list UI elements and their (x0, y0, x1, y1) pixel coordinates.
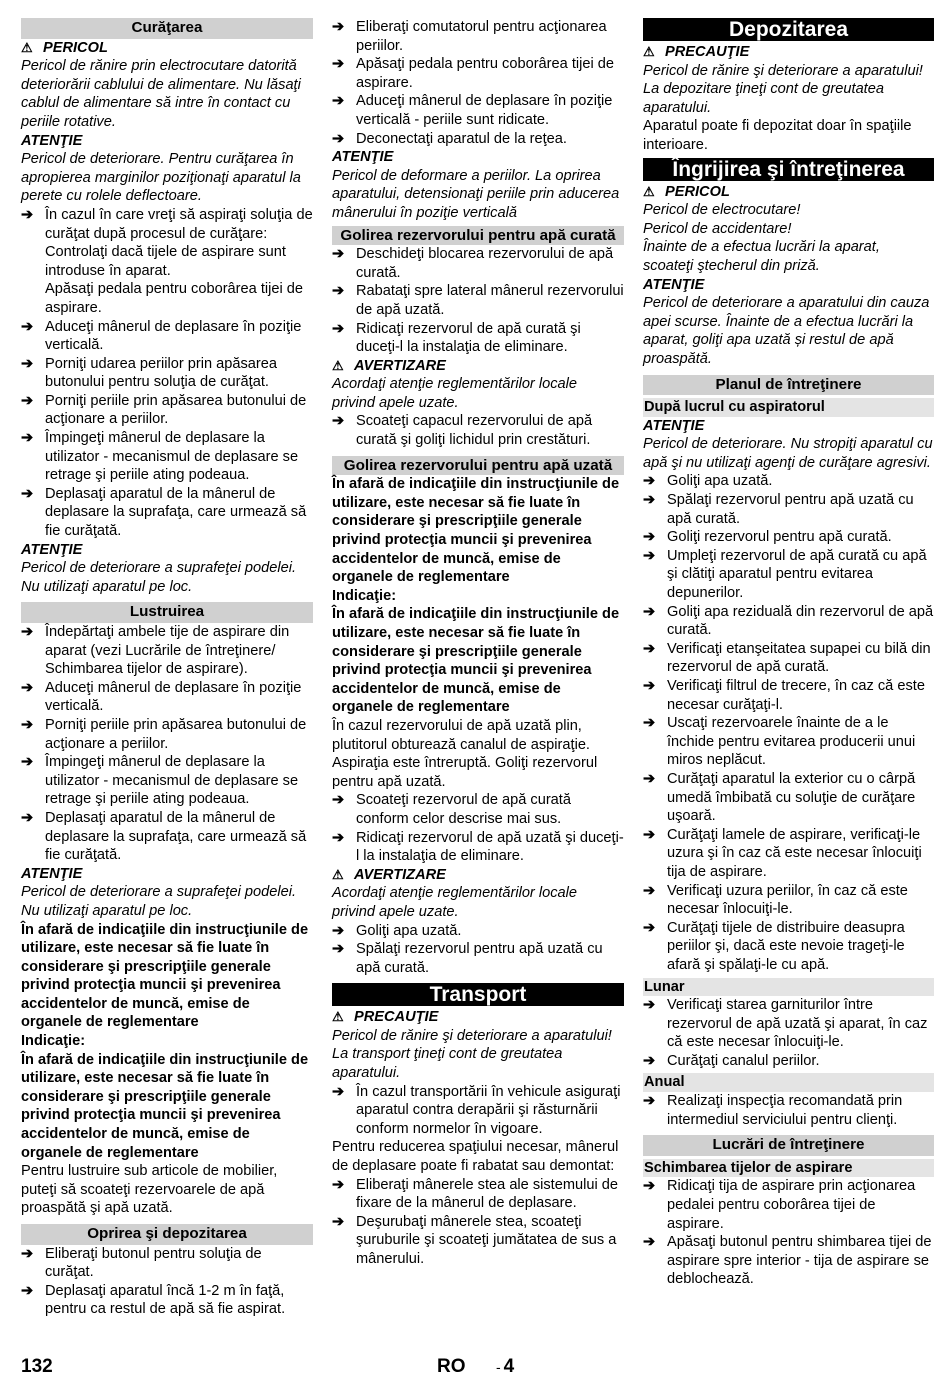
arrow-icon: ➔ (643, 997, 656, 1014)
list-item-text: Porniţi periile prin apăsarea butonului de acţionare a periilor. (45, 716, 307, 752)
arrow-icon: ➔ (643, 1093, 656, 1110)
warning-text: Pericol de electrocutare! (643, 202, 801, 219)
list-item (643, 677, 934, 714)
list-item (21, 355, 313, 392)
list-item (21, 679, 313, 716)
arrow-icon: ➔ (332, 941, 345, 958)
list-item (643, 640, 934, 677)
warning-label: AVERTIZARE (354, 357, 446, 374)
warning-label: AVERTIZARE (354, 866, 446, 883)
list-item-text: Realizaţi inspecţia recomandată prin intermediul serviciului pentru clienţi. (667, 1093, 903, 1128)
note-label: Indicaţie: (21, 1033, 86, 1050)
arrow-icon: ➔ (21, 716, 34, 733)
section-heading-lustruirea: Lustruirea (21, 602, 313, 623)
list-item (21, 716, 313, 753)
list-item-text: Goliţi apa uzată. (356, 922, 462, 939)
list-item-text: Deşurubaţi mânerele stea, scoateţi şuruburile şi scoateţi jumătatea de sus a mânerului. (356, 1213, 617, 1267)
list-item-text: Deplasaţi aparatul încă 1-2 m în faţă, pentru ca restul de apă să fie aspirat. (45, 1282, 286, 1318)
list-item-text: Apăsaţi pedala pentru coborârea tijei de aspirare. (356, 56, 614, 91)
arrow-icon: ➔ (332, 320, 345, 337)
list-item-text: Spălaţi rezervorul pentru apă uzată cu apă curată. (356, 941, 603, 976)
arrow-icon: ➔ (643, 603, 656, 620)
column-3 (643, 18, 934, 1289)
list-item (332, 1213, 624, 1269)
list-item-text: Îndepărtaţi ambele tije de aspirare din aparat (vezi Lucrările de întreţinere/ Schimbarea tijelor de aspirare). (45, 624, 290, 678)
list-item-text: Curăţaţi aparatul la exterior cu o cârpă umedă îmbibată cu soluţie de curăţare uşoară. (667, 770, 916, 825)
attention-label: ATENŢIE (21, 541, 83, 558)
arrow-icon: ➔ (643, 715, 656, 732)
list-item-text: Ridicaţi tija de aspirare prin acţionarea pedalei pentru coborârea tijei de aspirare. (667, 1178, 916, 1232)
section-heading-lucrari: Lucrări de întreţinere (643, 1135, 934, 1156)
list-item-text: Deplasaţi aparatul de la mânerul de deplasare la suprafaţa, care urmează să fie curăţată. (45, 809, 307, 864)
list-item-text: Împingeţi mânerul de deplasare la utilizator - mecanismul de deplasare se retrage şi periile ating podeaua. (45, 754, 299, 808)
list-item (332, 412, 624, 449)
subheading-lunar: Lunar (643, 978, 934, 997)
list-item-text: Goliţi apa uzată. (667, 473, 773, 490)
list-item (21, 485, 313, 541)
arrow-icon: ➔ (332, 1213, 345, 1230)
list-item-text: Uscaţi rezervoarele înainte de a le închide pentru evitarea producerii unui miros neplăcut. (667, 715, 916, 769)
arrow-icon: ➔ (332, 283, 345, 300)
attention-label: ATENŢIE (643, 417, 705, 434)
safety-note: În afară de indicaţiile din instrucţiunile de utilizare, este necesar să fie luate în considerare şi prescripţiile generale privind protecţia muncii şi prevenirea accidentelor de muncă, emise de organele de reglementare (21, 921, 309, 1031)
list-item-text: Apăsaţi butonul pentru shimbarea tijei de aspirare spre interior - tija de aspirare se deblochează. (667, 1234, 932, 1288)
list-item-text: Curăţaţi tijele de distribuire deasupra periilor şi, dacă este nevoie trageţi-le afară şi spălaţi-le cu apă. (667, 919, 905, 973)
list-item-text: Curăţaţi canalul periilor. (667, 1052, 820, 1069)
list-item-continuation: Apăsaţi pedala pentru coborârea tijei de aspirare. (45, 281, 303, 316)
subheading-schimbarea-tijelor: Schimbarea tijelor de aspirare (643, 1159, 934, 1178)
arrow-icon: ➔ (643, 547, 656, 564)
body-text: Pentru reducerea spaţiului necesar, mânerul de deplasare poate fi rabatat sau demontat: (332, 1139, 619, 1175)
arrow-icon: ➔ (332, 922, 345, 939)
arrow-icon: ➔ (21, 1245, 34, 1262)
attention-text: Pericol de deteriorare a suprafeţei podelei. Nu utilizaţi aparatul pe loc. (21, 560, 297, 595)
list-item (21, 1282, 313, 1319)
arrow-icon: ➔ (21, 485, 34, 502)
arrow-icon: ➔ (332, 56, 345, 73)
list-item (332, 922, 624, 941)
list-item (332, 130, 624, 149)
list-item (332, 55, 624, 92)
list-item-text: Spălaţi rezervorul pentru apă uzată cu apă curată. (667, 492, 914, 527)
warning-triangle-icon: ⚠ (332, 866, 344, 882)
list-item (21, 809, 313, 865)
arrow-icon: ➔ (332, 413, 345, 430)
arrow-icon: ➔ (643, 1234, 656, 1251)
list-item (332, 1176, 624, 1213)
arrow-icon: ➔ (21, 392, 34, 409)
list-item (643, 882, 934, 919)
list-item (643, 826, 934, 882)
list-item (21, 318, 313, 355)
list-item-text: Ridicaţi rezervorul de apă uzată şi duceţi-l la instalaţia de eliminare. (356, 829, 624, 865)
list-item (21, 753, 313, 809)
warning-text: Pericol de rănire prin electrocutare datorită deteriorării cablului de alimentare. Nu lăsaţi cablul de alimentare să intre în contact cu periile rotative. (21, 58, 301, 130)
page-number: 132 (21, 1356, 53, 1377)
list-item (21, 1245, 313, 1282)
list-item-text: Aduceţi mânerul de deplasare în poziţie verticală. (45, 318, 302, 354)
caution-notice (643, 43, 934, 62)
safety-note: În afară de indicaţiile din instrucţiunile de utilizare, este necesar să fie luate în considerare şi prescripţiile generale privind protecţia muncii şi prevenirea accidentelor de muncă, emise de organele de reglementare (332, 476, 620, 586)
list-item-text: Goliţi apa reziduală din rezervorul de apă curată. (667, 603, 934, 639)
arrow-icon: ➔ (21, 318, 34, 335)
danger-notice (21, 39, 313, 58)
list-item-text: Deplasaţi aparatul de la mânerul de deplasare la suprafaţa, care urmează să fie curăţată. (45, 485, 307, 540)
attention-text: Pericol de deteriorare a aparatului din cauza apei scurse. Înainte de a efectua lucrări la aparat, goliţi apa uzată și restul de apă proaspătă. (643, 295, 930, 367)
list-item-text: Eliberaţi mânerele stea ale sistemului de fixare de la mânerul de deplasare. (356, 1176, 619, 1212)
list-item (332, 282, 624, 319)
list-item-text: Împingeţi mânerul de deplasare la utilizator - mecanismul de deplasare se retrage şi periile ating podeaua. (45, 430, 299, 484)
arrow-icon: ➔ (643, 529, 656, 546)
list-item (21, 429, 313, 485)
arrow-icon: ➔ (332, 792, 345, 809)
safety-note: În afară de indicaţiile din instrucţiunile de utilizare, este necesar să fie luate în considerare şi prescripţiile generale privind protecţia muncii şi prevenirea accidentelor de muncă, emise de organele de reglementare (21, 1051, 309, 1161)
arrow-icon: ➔ (332, 246, 345, 263)
list-item (332, 829, 624, 866)
list-item-text: Aduceţi mânerul de deplasare în poziţie verticală. (45, 679, 302, 715)
list-item-text: Verificaţi etanşeitatea supapei cu bilă din rezervorul de apă curată. (667, 640, 931, 676)
subheading-anual: Anual (643, 1073, 934, 1092)
arrow-icon: ➔ (332, 1176, 345, 1193)
caution-notice (332, 1008, 624, 1027)
list-item (21, 392, 313, 429)
warning-triangle-icon: ⚠ (21, 39, 33, 55)
arrow-icon: ➔ (21, 679, 34, 696)
dash-separator: - (496, 1359, 501, 1375)
list-item (332, 940, 624, 977)
body-text: Pentru lustruire sub articole de mobilier, puteţi să scoateţi rezervoarele de apă proaspătă şi apă uzată. (21, 1163, 278, 1217)
list-item (643, 1092, 934, 1129)
section-heading-golire-curata: Golirea rezervorului pentru apă curată (332, 226, 624, 246)
attention-text: Pericol de deformare a periilor. La oprirea aparatului, detensionaţi periile prin aducerea mânerului în poziţie verticală (332, 167, 620, 221)
list-item (643, 1177, 934, 1233)
list-item-text: În cazul transportării în vehicule asiguraţi aparatul contra derapării şi răsturnării conform normelor în vigoare. (356, 1083, 621, 1137)
list-item-text: Eliberaţi butonul pentru soluţia de curăţat. (45, 1245, 262, 1281)
section-heading-ingrijirea: Îngrijirea şi întreţinerea (643, 158, 934, 181)
attention-text: Pericol de deteriorare a suprafeţei podelei. Nu utilizaţi aparatul pe loc. (21, 884, 297, 919)
list-item (643, 1052, 934, 1071)
warning-text: Pericol de rănire şi deteriorare a aparatului! La transport ţineţi cont de greutatea aparatului. (332, 1027, 612, 1082)
arrow-icon: ➔ (21, 809, 34, 826)
warning-notice (332, 357, 624, 376)
section-heading-depozitarea: Depozitarea (643, 18, 934, 41)
note-label: Indicaţie: (332, 587, 397, 604)
safety-note: În afară de indicaţiile din instrucţiunile de utilizare, este necesar să fie luate în considerare şi prescripţiile generale privind protecţia muncii şi prevenirea accidentelor de muncă, emise de organele de reglementare (332, 606, 620, 716)
section-heading-transport: Transport (332, 983, 624, 1006)
attention-label: ATENŢIE (332, 149, 394, 166)
arrow-icon: ➔ (643, 473, 656, 490)
list-item-text: Verificaţi starea garniturilor între rezervorul de apă uzată şi aparat, în caz că este necesar înlocuiţi-le. (667, 997, 928, 1051)
arrow-icon: ➔ (643, 882, 656, 899)
list-item (332, 245, 624, 282)
list-item-text: Curăţaţi lamele de aspirare, verificaţi-le uzura şi în caz că este necesar înlocuiţi tija de aspirare. (667, 826, 922, 880)
list-item (332, 320, 624, 357)
warning-triangle-icon: ⚠ (643, 183, 655, 199)
warning-text: Pericol de rănire şi deteriorare a aparatului! La depozitare ţineţi cont de greutatea aparatului. (643, 62, 923, 116)
list-item-text: Ridicaţi rezervorul de apă curată şi duceţi-l la instalaţia de eliminare. (356, 320, 581, 356)
list-item (643, 770, 934, 826)
section-heading-curatarea: Curăţarea (21, 18, 313, 39)
list-item (332, 1083, 624, 1139)
warning-triangle-icon: ⚠ (643, 44, 655, 59)
attention-label: ATENŢIE (643, 276, 705, 293)
sub-page-number (496, 1356, 514, 1378)
list-item-text: Umpleţi rezervorul de apă curată cu apă şi clătiţi aparatul pentru evitarea depunerilor. (667, 547, 927, 602)
language-code: RO (437, 1356, 466, 1377)
attention-text: Pericol de deteriorare. Pentru curăţarea în apropierea marginilor poziţionaţi aparatul la perete cu rolele deflectoare. (21, 151, 301, 205)
subheading-dupa-lucru: După lucrul cu aspiratorul (643, 398, 934, 417)
section-heading-golire-uzata: Golirea rezervorului pentru apă uzată (332, 456, 624, 476)
arrow-icon: ➔ (643, 678, 656, 694)
column-1 (21, 18, 313, 1319)
arrow-icon: ➔ (643, 1052, 656, 1069)
list-item-text: Verificaţi uzura periilor, în caz că este necesar înlocuiţi-le. (667, 882, 908, 918)
arrow-icon: ➔ (332, 829, 345, 846)
arrow-icon: ➔ (332, 130, 345, 147)
arrow-icon: ➔ (21, 1282, 34, 1299)
list-item (643, 1233, 934, 1289)
list-item-text: Porniţi udarea periilor prin apăsarea butonului pentru soluţia de curăţat. (45, 355, 278, 391)
list-item-text: Deconectaţi aparatul de la reţea. (356, 130, 567, 147)
danger-notice (643, 183, 934, 202)
arrow-icon: ➔ (21, 624, 34, 640)
arrow-icon: ➔ (643, 770, 656, 787)
arrow-icon: ➔ (332, 1083, 345, 1100)
arrow-icon: ➔ (21, 355, 34, 372)
list-item (332, 791, 624, 828)
list-item (643, 919, 934, 975)
list-item (643, 528, 934, 547)
arrow-icon: ➔ (332, 93, 345, 110)
body-text: În cazul rezervorului de apă uzată plin, plutitorul obturează canalul de aspiraţie. Aspiraţia este întreruptă. Goliţi rezervorul pentru apă uzată. (332, 717, 598, 790)
list-item-text: Porniţi periile prin apăsarea butonului de acţionare a periilor. (45, 392, 307, 428)
list-item (643, 714, 934, 770)
column-2 (332, 18, 624, 1269)
list-item-text: În cazul în care vreţi să aspiraţi soluţia de curăţat după procesul de curăţare: Controlaţi dacă tijele de aspirare sunt introduse în aparat. (45, 206, 313, 279)
warning-label: PERICOL (43, 39, 108, 56)
attention-text: Pericol de deteriorare. Nu stropiţi aparatul cu apă şi nu utilizaţi agenţi de curăţare agresivi. (643, 436, 933, 471)
warning-text: Acordaţi atenţie reglementărilor locale privind apele uzate. (332, 885, 577, 920)
warning-label: PRECAUŢIE (354, 1009, 439, 1026)
warning-triangle-icon: ⚠ (332, 357, 344, 373)
attention-label: ATENŢIE (21, 865, 83, 882)
arrow-icon: ➔ (643, 826, 656, 843)
arrow-icon: ➔ (21, 206, 34, 223)
section-heading-oprirea: Oprirea şi depozitarea (21, 1224, 313, 1245)
sub-page-value: 4 (503, 1356, 515, 1377)
arrow-icon: ➔ (21, 754, 34, 771)
list-item (21, 206, 313, 280)
list-item-text: Eliberaţi comutatorul pentru acţionarea periilor. (356, 19, 607, 54)
list-item-text: Verificaţi filtrul de trecere, în caz că este necesar curăţaţi-l. (667, 678, 925, 713)
warning-text: Acordaţi atenţie reglementărilor locale privind apele uzate. (332, 376, 577, 411)
arrow-icon: ➔ (643, 919, 656, 936)
list-item (643, 547, 934, 603)
warning-label: PERICOL (665, 183, 730, 200)
warning-notice (332, 866, 624, 885)
list-item (643, 603, 934, 640)
warning-triangle-icon: ⚠ (332, 1009, 344, 1025)
list-item-text: Scoateţi rezervorul de apă curată conform celor descrise mai sus. (356, 792, 571, 827)
list-item-text: Rabataţi spre lateral mânerul rezervorului de apă uzată. (356, 283, 624, 318)
warning-label: PRECAUŢIE (665, 44, 750, 60)
list-item (643, 996, 934, 1052)
list-item (643, 472, 934, 491)
arrow-icon: ➔ (643, 1178, 656, 1195)
list-item (21, 623, 313, 679)
warning-text: Înainte de a efectua lucrări la aparat, scoateţi ştecherul din priză. (643, 239, 880, 274)
list-item-text: Scoateţi capacul rezervorului de apă curată şi goliţi lichidul prin crestături. (356, 413, 593, 449)
attention-label: ATENŢIE (21, 132, 83, 149)
list-item (332, 92, 624, 129)
arrow-icon: ➔ (332, 19, 345, 35)
body-text: Aparatul poate fi depozitat doar în spaţiile interioare. (643, 118, 912, 153)
list-item (643, 491, 934, 528)
list-item (332, 18, 624, 55)
list-item-text: Aduceţi mânerul de deplasare în poziţie verticală - periile sunt ridicate. (356, 93, 613, 128)
arrow-icon: ➔ (643, 492, 656, 509)
section-heading-planul: Planul de întreţinere (643, 375, 934, 396)
warning-text: Pericol de accidentare! (643, 220, 792, 237)
list-item-text: Goliţi rezervorul pentru apă curată. (667, 529, 892, 546)
list-item-text: Deschideţi blocarea rezervorului de apă curată. (356, 246, 614, 281)
arrow-icon: ➔ (21, 430, 34, 447)
arrow-icon: ➔ (643, 640, 656, 657)
